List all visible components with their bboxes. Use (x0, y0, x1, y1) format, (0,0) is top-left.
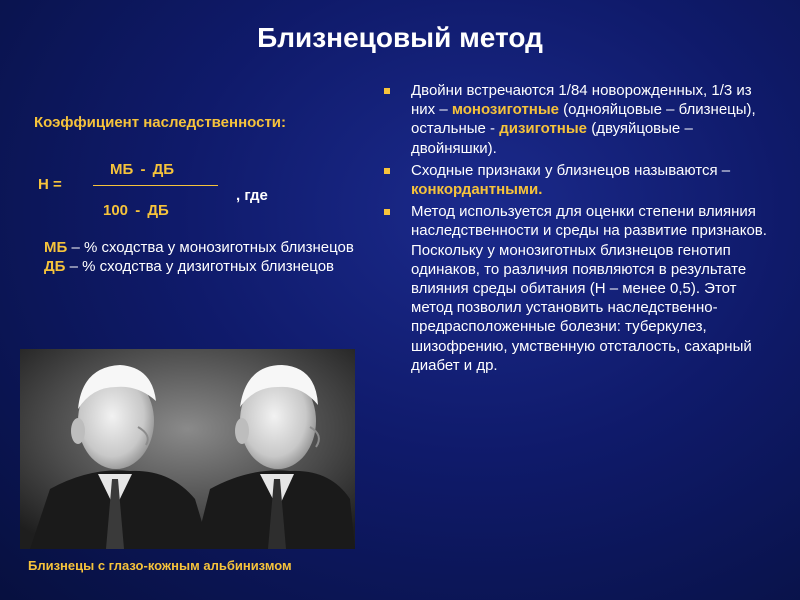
definition-mb (44, 238, 364, 257)
definition-text: – % сходства у монозиготных близнецов (67, 239, 354, 256)
slide-title: Близнецовый метод (257, 22, 543, 53)
highlight-term: монозиготные (451, 101, 560, 119)
definition-text: – % сходства у дизиготных близнецов (65, 258, 335, 275)
definition-abbr: ДБ (44, 258, 66, 275)
twins-photo-illustration (20, 349, 355, 549)
bullet-item (384, 161, 774, 199)
bullet-text: (однояйцовые – близнецы), остальные - (411, 101, 756, 138)
formula-suffix: , где (236, 187, 268, 204)
bullet-text: Двойни встречаются 1/84 новорожденных, 1/3 из них – (411, 82, 752, 119)
formula-numerator: МБ - ДБ (110, 161, 175, 178)
formula-lhs: Н = (38, 176, 62, 193)
bullet-item (384, 81, 774, 158)
heritability-coefficient-label: Коэффициент наследственности: (34, 114, 287, 131)
formula-denominator: 100 - ДБ (103, 202, 169, 219)
bullet-list (384, 81, 774, 378)
bullet-text: Сходные признаки у близнецов называются – (411, 161, 731, 179)
bullet-text: Метод используется для оценки степени влияния наследственности и среды на развитие признаков. Поскольку у монозиготных близнецов генотип одинаков, то различия появляются в результате влияния среды обитания (Н – менее 0,5). Этот метод позволил установить наследственно-предрасположенные болезни: туберкулез, шизофрению, умственную отсталость, сахарный диабет и др. (411, 203, 767, 374)
definition-abbr: МБ (44, 239, 68, 256)
square-bullet-icon (384, 168, 390, 174)
square-bullet-icon (384, 88, 390, 94)
highlight-term: конкордантными. (411, 181, 543, 199)
formula-definitions (44, 238, 364, 276)
bullet-item (384, 202, 774, 375)
fraction-bar (93, 185, 218, 186)
definition-db (44, 257, 364, 276)
highlight-term: дизиготные (499, 120, 588, 138)
bullet-text: (двуяйцовые – двойняшки). (411, 120, 693, 157)
twins-photo (20, 349, 355, 549)
photo-caption: Близнецы с глазо-кожным альбинизмом (28, 558, 292, 573)
square-bullet-icon (384, 209, 390, 215)
